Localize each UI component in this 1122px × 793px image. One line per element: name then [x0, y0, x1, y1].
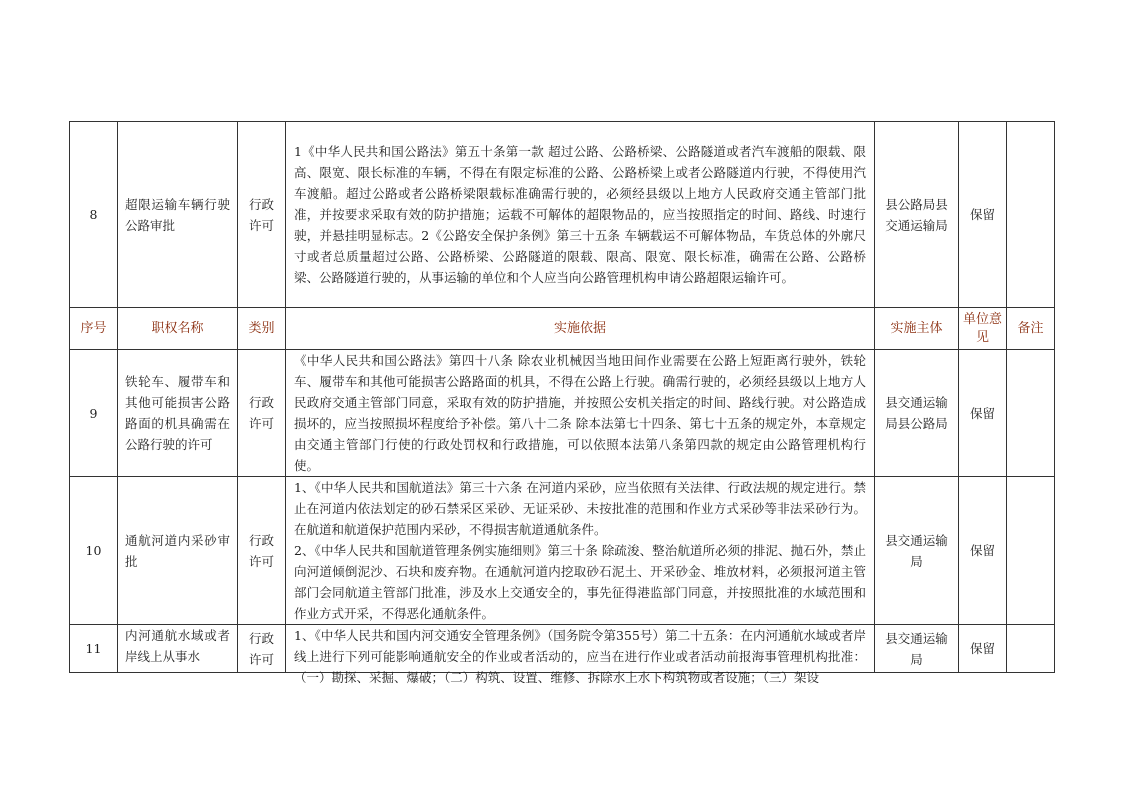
table-row [70, 122, 1055, 308]
authority-type: 行政许可 [238, 477, 286, 625]
remark [1007, 625, 1055, 673]
remark [1007, 477, 1055, 625]
remark [1007, 350, 1055, 477]
row-num: 10 [70, 477, 118, 625]
legal-basis [286, 477, 875, 625]
table-row [70, 625, 1055, 673]
header-basis: 实施依据 [286, 308, 875, 350]
header-body: 实施主体 [875, 308, 959, 350]
header-remark: 备注 [1007, 308, 1055, 350]
implementing-body: 县交通运输局县公路局 [875, 350, 959, 477]
row-num: 11 [70, 625, 118, 673]
remark [1007, 122, 1055, 308]
implementing-body: 县交通运输局 [875, 477, 959, 625]
legal-basis-cell [286, 625, 875, 685]
legal-basis: 《中华人民共和国公路法》第四十八条 除农业机械因当地田间作业需要在公路上短距离行驶外，铁轮车、履带车和其他可能损害公路路面的机具，不得在公路上行驶。确需行驶的，必须经县级以上地方人民政府交通主管部门同意，采取有效的防护措施，并按照公安机关指定的时间、路线行驶。对公路造成损坏的，应当按照损坏程度给予补偿。第八十二条 除本法第七十四条、第七十五条的规定外，本章规定由交通主管部门行使的行政处罚权和行政措施，可以依照本法第八条第四款的规定由公路管理机构行使。 [286, 350, 875, 477]
table-row [70, 350, 1055, 477]
authority-name: 内河通航水域或者岸线上从事水 [125, 628, 230, 664]
row-num: 9 [70, 350, 118, 477]
implementing-body: 县交通运输局 [875, 625, 959, 673]
authority-type: 行政许可 [238, 122, 286, 308]
authority-type: 行政许可 [238, 625, 286, 673]
unit-opinion: 保留 [959, 122, 1007, 308]
header-name: 职权名称 [118, 308, 238, 350]
header-type: 类别 [238, 308, 286, 350]
table-header-row [70, 308, 1055, 350]
row-num: 8 [70, 122, 118, 308]
table-row [70, 477, 1055, 625]
legal-basis-para-2: 2、《中华人民共和国航道管理条例实施细则》第三十条 除疏浚、整治航道所必须的排泥、抛石外，禁止向河道倾倒泥沙、石块和废弃物。在通航河道内挖取砂石泥土、开采砂金、堆放材料，必须报河道主管部门会同航道主管部门批准，涉及水上交通安全的，事先征得港监部门同意，并按照批准的水域范围和作业方式开采，不得恶化通航条件。 [294, 543, 866, 621]
header-num: 序号 [70, 308, 118, 350]
implementing-body: 县公路局县交通运输局 [875, 122, 959, 308]
unit-opinion: 保留 [959, 350, 1007, 477]
authority-name-cell [118, 625, 238, 673]
authority-name: 铁轮车、履带车和其他可能损害公路路面的机具确需在公路行驶的许可 [118, 350, 238, 477]
unit-opinion: 保留 [959, 477, 1007, 625]
unit-opinion: 保留 [959, 625, 1007, 673]
authority-name: 通航河道内采砂审批 [118, 477, 238, 625]
legal-basis: 1《中华人民共和国公路法》第五十条第一款 超过公路、公路桥梁、公路隧道或者汽车渡船的限载、限高、限宽、限长标准的车辆，不得在有限定标准的公路、公路桥梁上或者公路隧道内行驶，不得使用汽车渡船。超过公路或者公路桥梁限载标准确需行驶的，必须经县级以上地方人民政府交通主管部门批准，并按要求采取有效的防护措施；运载不可解体的超限物品的，应当按照指定的时间、路线、时速行驶，并悬挂明显标志。2《公路安全保护条例》第三十五条 车辆载运不可解体物品，车货总体的外廓尺寸或者总质量超过公路、公路桥梁、公路隧道的限载、限高、限宽、限长标准，确需在公路、公路桥梁、公路隧道行驶的，从事运输的单位和个人应当向公路管理机构申请公路超限运输许可。 [286, 122, 875, 308]
authority-table [69, 121, 1055, 685]
authority-name: 超限运输车辆行驶公路审批 [118, 122, 238, 308]
legal-basis-para-1: 1、《中华人民共和国航道法》第三十六条 在河道内采砂，应当依照有关法律、行政法规的规定进行。禁止在河道内依法划定的砂石禁采区采砂、无证采砂、未按批准的范围和作业方式采砂等非法采砂行为。在航道和航道保护范围内采砂，不得损害航道通航条件。 [294, 480, 866, 537]
legal-basis: 1、《中华人民共和国内河交通安全管理条例》（国务院令第355号）第二十五条：在内河通航水域或者岸线上进行下列可能影响通航安全的作业或者活动的，应当在进行作业或者活动前报海事管理机构批准：（一）勘探、采掘、爆破；（二）构筑、设置、维修、拆除水上水下构筑物或者设施；（三）架设 [294, 628, 866, 685]
header-opinion: 单位意见 [959, 308, 1007, 350]
authority-type: 行政许可 [238, 350, 286, 477]
